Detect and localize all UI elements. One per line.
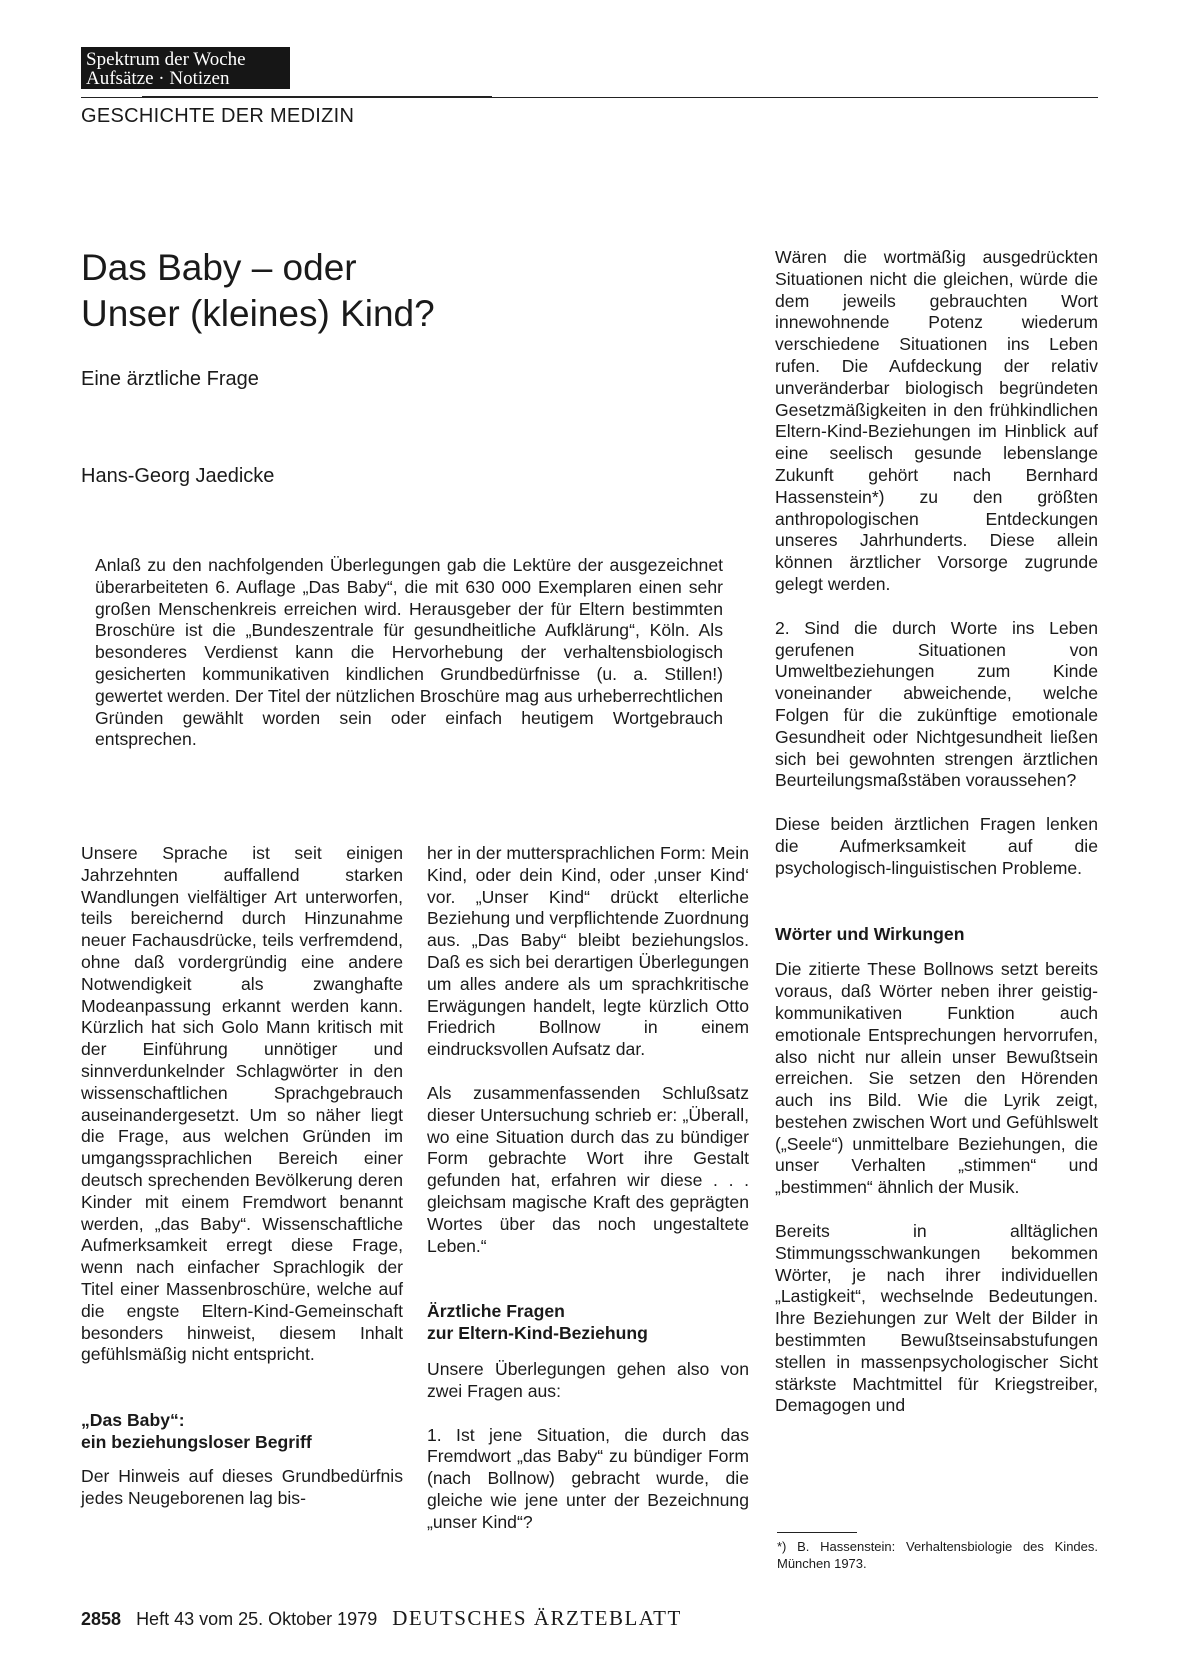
col3-paragraph-5: Bereits in alltäglichen Stimmungsschwankungen bekommen Wörter, je nach ihrer individuellen „Lastigkeit“, wechselnde Bedeutungen. Ihre Beziehungen zur Welt der Bilder in bestimmten Bewußtseinsabstufungen stellen in massenpsychologischer Sicht stärkste Machtmittel für Kriegstreiber, Demagogen und [775,1221,1098,1416]
col2-paragraph-3: Unsere Überlegungen gehen also von zwei Fragen aus: [427,1358,749,1401]
intro-paragraph [95,555,723,751]
col3-paragraph-4: Die zitierte These Bollnows setzt bereits voraus, daß Wörter neben ihrer geistig-kommunikativen Funktion auch emotionale Entsprechungen hervorrufen, also nicht nur allein unser Bewußtsein erreichen. Sie setzen den Hörenden auch ins Bild. Wie die Lyrik zeigt, bestehen zwischen Wort und Gefühlswelt („Seele“) unmittelbare Beziehungen, die unser Verhalten „stimmen“ und „bestimmen“ ähnlich der Musik. [775,959,1098,1198]
col1-heading-line2: ein beziehungsloser Begriff [81,1431,312,1452]
journal-name: DEUTSCHES ÄRZTEBLATT [392,1606,682,1630]
masthead-line2: Aufsätze · Notizen [86,68,230,89]
col1-heading [81,1410,403,1454]
article-author: Hans-Georg Jaedicke [81,465,275,487]
col3-paragraph-2: 2. Sind die durch Worte ins Leben gerufenen Situationen von Umweltbeziehungen zum Kinde voneinander abweichende, welche Folgen für die zukünftige emotionale Gesundheit oder Nichtgesundheit ließen sich bei gewohnten strengen ärztlichen Beurteilungsmaßstäben voraussehen? [775,617,1098,791]
col2-heading [427,1301,749,1345]
masthead [81,47,290,89]
column-1 [81,843,403,1509]
col3-heading: Wörter und Wirkungen [775,923,965,944]
page-footer [81,1606,682,1631]
col2-paragraph-4: 1. Ist jene Situation, die durch das Fremdwort „das Baby“ zu bündiger Form (nach Bollnow) gebracht wurde, die gleiche wie jene unter der Bezeichnung „unser Kind“? [427,1424,749,1532]
column-3 [775,247,1098,1417]
col2-paragraph-2: Als zusammenfassenden Schlußsatz dieser Untersuchung schrieb er: „Überall, wo eine Situation durch das zu bündiger Form gebrachte Wort ihre Gestalt gefunden hat, erfahren wir diese . . . gleichsam magische Kraft des geprägten Wortes über das noch ungestaltete Leben.“ [427,1082,749,1256]
col3-paragraph-3: Diese beiden ärztlichen Fragen lenken die Aufmerksamkeit auf die psychologisch-linguistischen Probleme. [775,814,1098,878]
article-subtitle: Eine ärztliche Frage [81,368,259,390]
footnote-rule [777,1532,857,1533]
col2-paragraph-1: her in der muttersprachlichen Form: Mein Kind, oder dein Kind, oder ‚unser Kind‘ vor. „Unser Kind“ drückt elterliche Beziehung und verpflichtende Zuordnung aus. „Das Baby“ bleibt beziehungslos. Daß es sich bei derartigen Überlegungen um alles andere als um sprachkritische Erwägungen handelt, legte kürzlich Otto Friedrich Bollnow in einem eindrucksvollen Aufsatz dar. [427,843,749,1060]
title-line2: Unser (kleines) Kind? [81,293,435,334]
title-line1: Das Baby – oder [81,247,357,288]
col1-paragraph-2: Der Hinweis auf dieses Grundbedürfnis jedes Neugeborenen lag bis- [81,1465,403,1508]
page-number: 2858 [81,1609,122,1629]
col3-paragraph-1: Wären die wortmäßig ausgedrückten Situationen nicht die gleichen, würde die dem jeweils gebrauchten Wort innewohnende Potenz wiederum verschiedene Situationen ins Leben rufen. Die Aufdeckung der relativ unveränderbar biologisch begründeten Gesetzmäßigkeiten in den frühkindlichen Eltern-Kind-Beziehungen im Hinblick auf eine seelisch gesunde lebenslange Zukunft gehört nach Bernhard Hassenstein*) zu den größten anthropologischen Entdeckungen unseres Jahrhunderts. Diese allein können ärztlicher Vorsorge zugrunde gelegt werden. [775,247,1098,594]
col2-heading-line1: Ärztliche Fragen [427,1301,565,1322]
column-2 [427,843,749,1534]
col1-paragraph-1: Unsere Sprache ist seit einigen Jahrzehnten auffallend starken Wandlungen vielfältiger Art unterworfen, teils bereichernd durch Hinzunahme neuer Fachausdrücke, teils verfremdend, ohne daß vordergründig eine andere Notwendigkeit als zwanghafte Modeanpassung erkannt werden kann. Kürzlich hat sich Golo Mann kritisch mit der Einführung unnötiger und sinnverdunkelnder Schlagwörter in den wissenschaftlichen Sprachgebrauch auseinandergesetzt. Um so näher liegt die Frage, aus welchen Gründen im umgangssprachlichen Bereich einer deutsch sprechenden Bevölkerung deren Kinder mit einem Fremdwort benannt werden, „das Baby“. Wissenschaftliche Aufmerksamkeit erregt diese Frage, wenn nach einfacher Sprachlogik der Titel einer Massenbroschüre, welche auf die engste Eltern-Kind-Gemeinschaft besonders hinweist, diesem Inhalt gefühlsmäßig nicht entspricht. [81,843,403,1365]
masthead-line1: Spektrum der Woche [86,49,246,70]
footnote: *) B. Hassenstein: Verhaltensbiologie des Kindes. München 1973. [777,1539,1098,1571]
intro-text: Anlaß zu den nachfolgenden Überlegungen gab die Lektüre der ausgezeichnet überarbeiteten 6. Auflage „Das Baby“, die mit 630 000 Exemplaren einen sehr großen Menschenkreis erreichen wird. Herausgeber der für Eltern bestimmten Broschüre ist die „Bundeszentrale für gesundheitliche Aufklärung“, Köln. Als besonderes Verdienst kann die Hervorhebung der verhaltensbiologisch gesicherten kommunikativen kindlichen Grundbedürfnisse (u. a. Stillen!) gewertet werden. Der Titel der nützlichen Broschüre mag aus urheberrechtlichen Gründen gewählt worden sein oder einfach heutigem Wortgebrauch entsprechen. [95,555,723,750]
col2-heading-line2: zur Eltern-Kind-Beziehung [427,1323,648,1344]
issue-info: Heft 43 vom 25. Oktober 1979 [136,1609,378,1629]
col1-heading-line1: „Das Baby“: [81,1410,185,1431]
article-title [81,245,435,337]
section-label: GESCHICHTE DER MEDIZIN [81,105,355,127]
header-rule-accent [142,96,492,98]
